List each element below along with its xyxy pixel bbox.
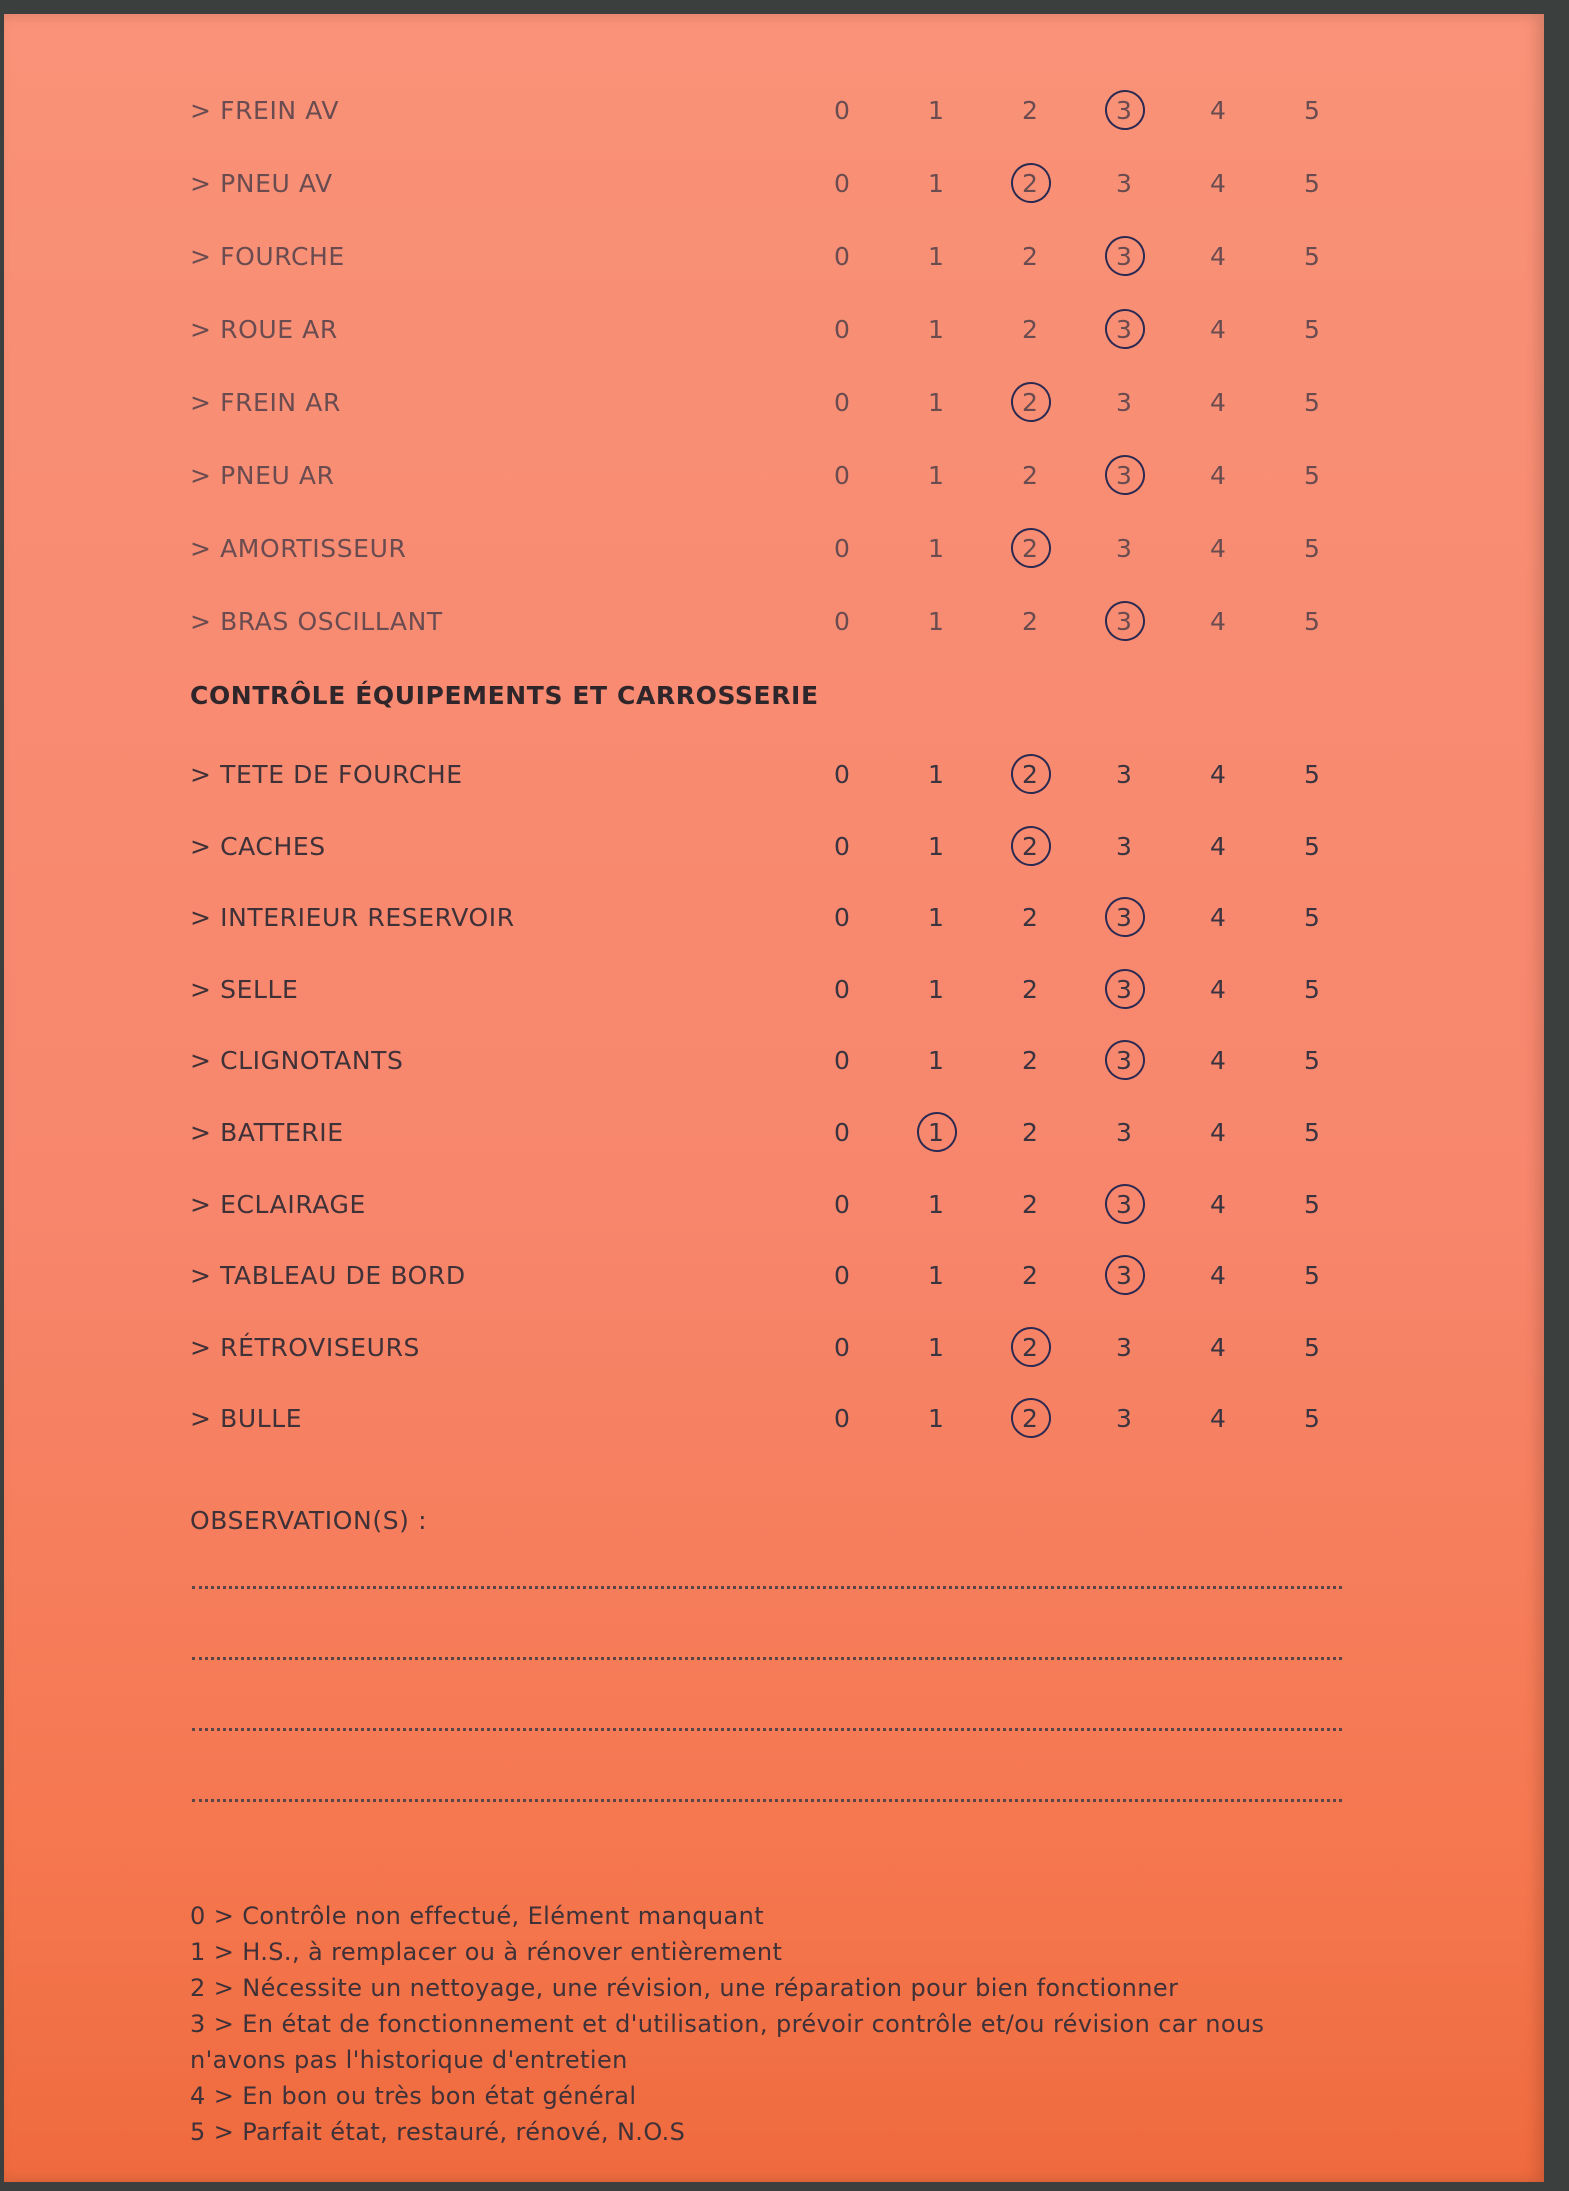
score-option: 2 — [1022, 1189, 1038, 1219]
row-label: > FREIN AR — [190, 388, 341, 417]
score-circled: 2 — [1010, 832, 1050, 861]
row-label: > FREIN AV — [190, 96, 340, 125]
score-option: 5 — [1304, 1261, 1320, 1291]
checklist-row — [4, 1255, 1544, 1305]
score-option: 2 — [1022, 461, 1038, 490]
observation-line — [192, 1657, 1342, 1660]
score-option: 5 — [1304, 242, 1320, 271]
checklist-row — [4, 897, 1544, 947]
score-option: 0 — [834, 1189, 850, 1219]
score-option: 1 — [928, 1404, 944, 1434]
score-option: 5 — [1304, 903, 1320, 933]
checklist-row — [4, 1398, 1544, 1448]
checklist-row — [4, 969, 1544, 1019]
legend-line: 5 > Parfait état, restauré, rénové, N.O.S — [190, 2118, 686, 2146]
section-title: CONTRÔLE ÉQUIPEMENTS ET CARROSSERIE — [190, 681, 819, 710]
score-option: 5 — [1304, 96, 1320, 125]
row-label: > PNEU AR — [190, 461, 335, 490]
score-option: 0 — [834, 169, 850, 198]
checklist-row — [4, 826, 1544, 876]
row-label: > ECLAIRAGE — [190, 1189, 366, 1219]
legend-line: 1 > H.S., à remplacer ou à rénover entièrement — [190, 1938, 783, 1966]
score-option: 4 — [1210, 760, 1226, 789]
row-label: > INTERIEUR RESERVOIR — [190, 903, 515, 933]
score-option: 1 — [928, 760, 944, 789]
score-option: 1 — [928, 607, 944, 636]
score-option: 4 — [1210, 242, 1226, 271]
checklist-row — [4, 455, 1544, 505]
score-circled: 2 — [1010, 760, 1050, 789]
score-option: 5 — [1304, 461, 1320, 490]
observation-line — [192, 1799, 1342, 1802]
score-option: 0 — [834, 461, 850, 490]
score-option: 2 — [1022, 242, 1038, 271]
score-option: 0 — [834, 388, 850, 417]
score-option: 4 — [1210, 903, 1226, 933]
row-label: > TABLEAU DE BORD — [190, 1261, 466, 1291]
row-label: > BULLE — [190, 1404, 303, 1434]
score-option: 5 — [1304, 760, 1320, 789]
score-circled: 3 — [1104, 1190, 1144, 1219]
score-circled: 1 — [916, 1118, 956, 1147]
score-circled: 2 — [1010, 1333, 1050, 1362]
row-label: > CACHES — [190, 831, 326, 861]
score-option: 4 — [1210, 534, 1226, 563]
score-option: 4 — [1210, 1261, 1226, 1291]
legend-line: n'avons pas l'historique d'entretien — [190, 2046, 628, 2074]
row-label: > BRAS OSCILLANT — [190, 607, 443, 636]
score-option: 4 — [1210, 1332, 1226, 1362]
score-option: 5 — [1304, 1404, 1320, 1434]
score-option: 1 — [928, 534, 944, 563]
score-option: 0 — [834, 1332, 850, 1362]
score-option: 4 — [1210, 315, 1226, 344]
score-option: 1 — [928, 1261, 944, 1291]
score-circled: 3 — [1104, 607, 1144, 636]
checklist-row — [4, 754, 1544, 804]
score-option: 2 — [1022, 1261, 1038, 1291]
row-label: > RÉTROVISEURS — [190, 1332, 421, 1362]
score-option: 5 — [1304, 974, 1320, 1004]
score-option: 4 — [1210, 388, 1226, 417]
checklist-row — [4, 90, 1544, 140]
score-option: 0 — [834, 974, 850, 1004]
row-label: > SELLE — [190, 974, 299, 1004]
score-option: 3 — [1116, 534, 1132, 563]
checklist-row — [4, 528, 1544, 578]
observations-label: OBSERVATION(S) : — [190, 1506, 428, 1535]
score-option: 2 — [1022, 607, 1038, 636]
score-option: 5 — [1304, 315, 1320, 344]
score-option: 3 — [1116, 831, 1132, 861]
row-label: > TETE DE FOURCHE — [190, 760, 463, 789]
score-option: 0 — [834, 1404, 850, 1434]
score-option: 1 — [928, 242, 944, 271]
score-option: 3 — [1116, 1404, 1132, 1434]
score-option: 1 — [928, 169, 944, 198]
score-option: 0 — [834, 607, 850, 636]
row-label: > BATTERIE — [190, 1118, 344, 1147]
row-label: > AMORTISSEUR — [190, 534, 407, 563]
inspection-sheet — [4, 14, 1544, 2182]
score-option: 1 — [928, 96, 944, 125]
score-option: 4 — [1210, 1404, 1226, 1434]
score-option: 2 — [1022, 315, 1038, 344]
score-circled: 3 — [1104, 1261, 1144, 1290]
score-option: 0 — [834, 1118, 850, 1147]
row-label: > FOURCHE — [190, 242, 345, 271]
score-option: 4 — [1210, 96, 1226, 125]
observation-line — [192, 1586, 1342, 1589]
score-option: 5 — [1304, 169, 1320, 198]
checklist-row — [4, 236, 1544, 286]
score-circled: 3 — [1104, 96, 1144, 125]
score-circled: 2 — [1010, 1404, 1050, 1433]
row-label: > ROUE AR — [190, 315, 338, 344]
score-option: 5 — [1304, 534, 1320, 563]
score-option: 1 — [928, 1332, 944, 1362]
score-option: 3 — [1116, 1332, 1132, 1362]
score-option: 4 — [1210, 607, 1226, 636]
score-option: 1 — [928, 974, 944, 1004]
legend-line: 3 > En état de fonctionnement et d'utilisation, prévoir contrôle et/ou révision car nous — [190, 2010, 1265, 2038]
score-option: 4 — [1210, 461, 1226, 490]
score-option: 1 — [928, 831, 944, 861]
score-circled: 3 — [1104, 242, 1144, 271]
score-option: 4 — [1210, 974, 1226, 1004]
score-option: 4 — [1210, 169, 1226, 198]
score-option: 4 — [1210, 1189, 1226, 1219]
checklist-row — [4, 309, 1544, 359]
score-option: 1 — [928, 903, 944, 933]
checklist-row — [4, 163, 1544, 213]
legend-line: 2 > Nécessite un nettoyage, une révision, une réparation pour bien fonctionner — [190, 1974, 1179, 2002]
score-option: 1 — [928, 1046, 944, 1076]
checklist-row — [4, 1184, 1544, 1234]
score-option: 0 — [834, 315, 850, 344]
score-circled: 3 — [1104, 1046, 1144, 1075]
score-circled: 2 — [1010, 169, 1050, 198]
score-option: 3 — [1116, 1118, 1132, 1147]
score-option: 3 — [1116, 760, 1132, 789]
score-option: 2 — [1022, 1118, 1038, 1147]
score-option: 0 — [834, 831, 850, 861]
score-option: 1 — [928, 388, 944, 417]
score-option: 4 — [1210, 1046, 1226, 1076]
score-option: 1 — [928, 461, 944, 490]
score-option: 0 — [834, 242, 850, 271]
score-option: 5 — [1304, 831, 1320, 861]
score-option: 2 — [1022, 1046, 1038, 1076]
score-option: 4 — [1210, 831, 1226, 861]
legend-line: 0 > Contrôle non effectué, Elément manquant — [190, 1902, 765, 1930]
row-label: > PNEU AV — [190, 169, 333, 198]
score-option: 2 — [1022, 903, 1038, 933]
score-option: 0 — [834, 96, 850, 125]
checklist-row — [4, 601, 1544, 651]
score-option: 2 — [1022, 974, 1038, 1004]
score-circled: 3 — [1104, 461, 1144, 490]
score-option: 5 — [1304, 1046, 1320, 1076]
observation-line — [192, 1728, 1342, 1731]
score-option: 3 — [1116, 388, 1132, 417]
score-option: 1 — [928, 315, 944, 344]
score-option: 0 — [834, 903, 850, 933]
score-circled: 3 — [1104, 903, 1144, 932]
score-option: 5 — [1304, 1189, 1320, 1219]
score-option: 5 — [1304, 607, 1320, 636]
score-option: 0 — [834, 1046, 850, 1076]
checklist-row — [4, 1112, 1544, 1162]
row-label: > CLIGNOTANTS — [190, 1046, 404, 1076]
legend-line: 4 > En bon ou très bon état général — [190, 2082, 637, 2110]
score-option: 1 — [928, 1189, 944, 1219]
score-option: 4 — [1210, 1118, 1226, 1147]
score-circled: 2 — [1010, 388, 1050, 417]
checklist-row — [4, 1040, 1544, 1090]
score-option: 0 — [834, 1261, 850, 1291]
checklist-row — [4, 382, 1544, 432]
score-circled: 3 — [1104, 975, 1144, 1004]
score-option: 0 — [834, 760, 850, 789]
score-option: 5 — [1304, 1332, 1320, 1362]
score-option: 2 — [1022, 96, 1038, 125]
checklist-row — [4, 1327, 1544, 1377]
score-option: 0 — [834, 534, 850, 563]
score-option: 5 — [1304, 388, 1320, 417]
score-option: 5 — [1304, 1118, 1320, 1147]
score-circled: 3 — [1104, 315, 1144, 344]
score-option: 3 — [1116, 169, 1132, 198]
scoring-legend — [190, 1898, 1390, 2150]
score-circled: 2 — [1010, 534, 1050, 563]
